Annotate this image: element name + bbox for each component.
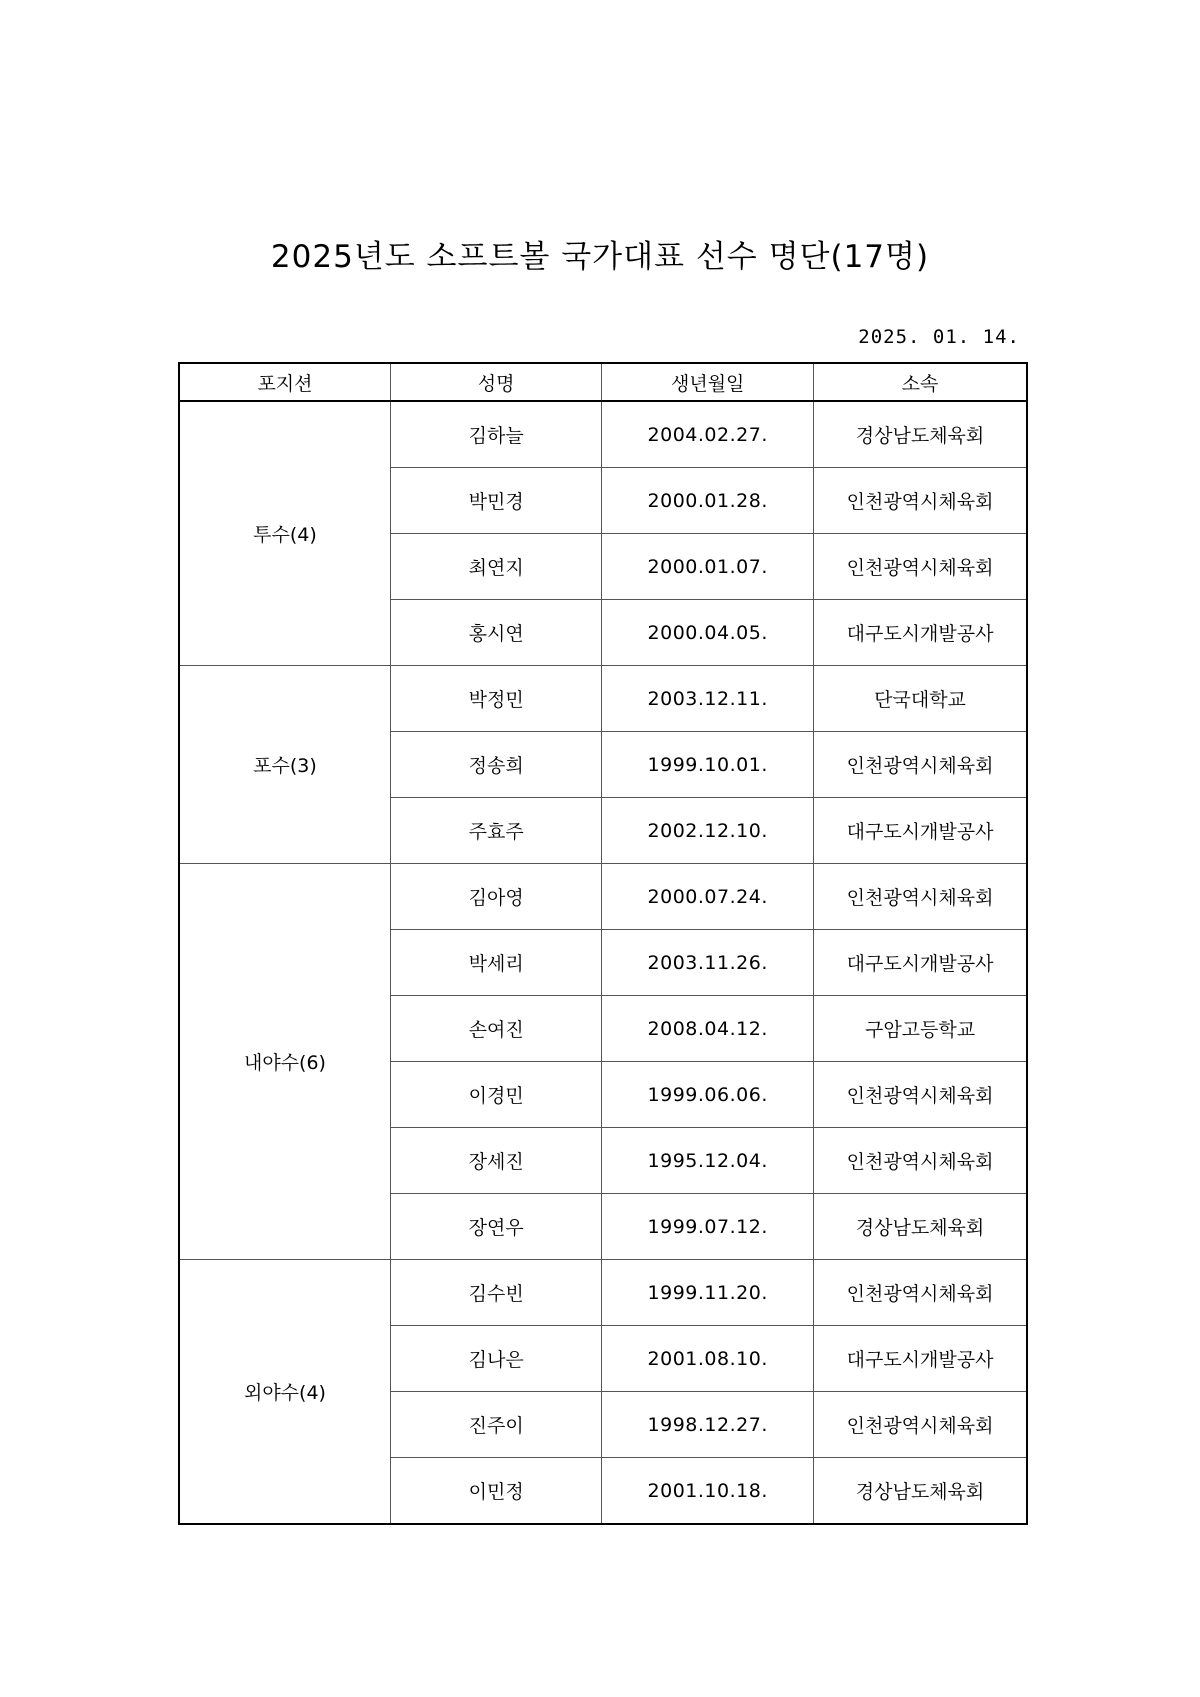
birthdate-cell: 2001.10.18. [602, 1458, 814, 1525]
player-name-cell: 박민경 [390, 468, 601, 534]
player-name-cell: 김나은 [390, 1326, 601, 1392]
document-title: 2025년도 소프트볼 국가대표 선수 명단(17명) [270, 239, 930, 275]
header-row [179, 363, 1027, 401]
player-name-cell: 진주이 [390, 1392, 601, 1458]
table-header [179, 363, 1027, 401]
birthdate-cell: 2001.08.10. [602, 1326, 814, 1392]
header-team: 소속 [814, 363, 1027, 401]
team-cell: 인천광역시체육회 [814, 732, 1027, 798]
birthdate-cell: 1995.12.04. [602, 1128, 814, 1194]
player-name-cell: 김수빈 [390, 1260, 601, 1326]
birthdate-cell: 2000.01.28. [602, 468, 814, 534]
table-body [179, 401, 1027, 1524]
birthdate-cell: 2000.01.07. [602, 534, 814, 600]
team-cell: 대구도시개발공사 [814, 1326, 1027, 1392]
player-name-cell: 이경민 [390, 1062, 601, 1128]
birthdate-cell: 2000.07.24. [602, 864, 814, 930]
birthdate-cell: 1999.11.20. [602, 1260, 814, 1326]
player-name-cell: 정송희 [390, 732, 601, 798]
team-cell: 단국대학교 [814, 666, 1027, 732]
position-cell: 외야수(4) [179, 1260, 390, 1525]
table-row [179, 864, 1027, 930]
table-row [179, 666, 1027, 732]
roster-table [178, 362, 1028, 1525]
player-name-cell: 박정민 [390, 666, 601, 732]
birthdate-cell: 2003.12.11. [602, 666, 814, 732]
team-cell: 경상남도체육회 [814, 1458, 1027, 1525]
birthdate-cell: 2000.04.05. [602, 600, 814, 666]
table-row [179, 1260, 1027, 1326]
birthdate-cell: 1999.06.06. [602, 1062, 814, 1128]
player-name-cell: 박세리 [390, 930, 601, 996]
birthdate-cell: 1999.07.12. [602, 1194, 814, 1260]
team-cell: 대구도시개발공사 [814, 930, 1027, 996]
player-name-cell: 장연우 [390, 1194, 601, 1260]
team-cell: 인천광역시체육회 [814, 864, 1027, 930]
player-name-cell: 최연지 [390, 534, 601, 600]
birthdate-cell: 1999.10.01. [602, 732, 814, 798]
team-cell: 경상남도체육회 [814, 401, 1027, 468]
position-cell: 포수(3) [179, 666, 390, 864]
team-cell: 인천광역시체육회 [814, 1392, 1027, 1458]
player-name-cell: 김아영 [390, 864, 601, 930]
team-cell: 인천광역시체육회 [814, 1128, 1027, 1194]
table-row [179, 401, 1027, 468]
player-name-cell: 이민정 [390, 1458, 601, 1525]
player-name-cell: 주효주 [390, 798, 601, 864]
position-cell: 내야수(6) [179, 864, 390, 1260]
team-cell: 경상남도체육회 [814, 1194, 1027, 1260]
header-position: 포지션 [179, 363, 390, 401]
birthdate-cell: 2002.12.10. [602, 798, 814, 864]
birthdate-cell: 2003.11.26. [602, 930, 814, 996]
birthdate-cell: 2008.04.12. [602, 996, 814, 1062]
header-name: 성명 [390, 363, 601, 401]
player-name-cell: 김하늘 [390, 401, 601, 468]
position-cell: 투수(4) [179, 401, 390, 666]
birthdate-cell: 2004.02.27. [602, 401, 814, 468]
header-birthdate: 생년월일 [602, 363, 814, 401]
document-date: 2025. 01. 14. [858, 326, 1020, 348]
team-cell: 인천광역시체육회 [814, 468, 1027, 534]
team-cell: 인천광역시체육회 [814, 534, 1027, 600]
team-cell: 구암고등학교 [814, 996, 1027, 1062]
team-cell: 대구도시개발공사 [814, 798, 1027, 864]
team-cell: 인천광역시체육회 [814, 1062, 1027, 1128]
birthdate-cell: 1998.12.27. [602, 1392, 814, 1458]
team-cell: 인천광역시체육회 [814, 1260, 1027, 1326]
player-name-cell: 홍시연 [390, 600, 601, 666]
player-name-cell: 장세진 [390, 1128, 601, 1194]
team-cell: 대구도시개발공사 [814, 600, 1027, 666]
player-name-cell: 손여진 [390, 996, 601, 1062]
